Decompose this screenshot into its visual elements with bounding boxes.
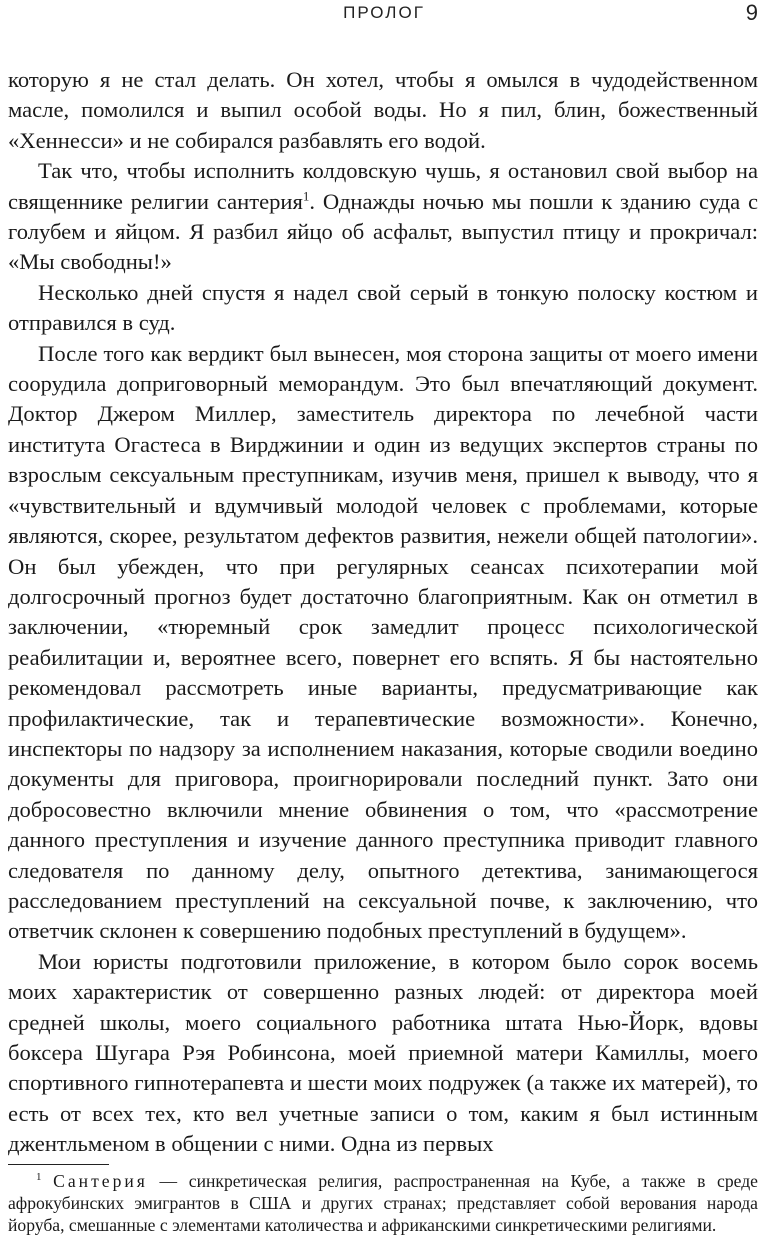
body-text: [8, 65, 758, 1160]
paragraph-4: [8, 339, 758, 947]
paragraph-1: [8, 65, 758, 156]
footnote-reference[interactable]: 1: [302, 188, 310, 204]
paragraph-5: [8, 947, 758, 1160]
paragraph-2: [8, 156, 758, 278]
paragraph-text: Несколько дней спустя я надел свой серый в тонкую полоску костюм и отправился в суд.: [8, 279, 758, 336]
footnote-text: — синкретическая религия, распространенная на Кубе, а также в среде афрокубинских эмигрантов в США и других странах; представляет собой верования народа йоруба, смешанные с элементами католичества и африканскими синкретическими религиями.: [8, 1171, 758, 1235]
page-number: 9: [745, 0, 758, 25]
footnote-mark: 1: [36, 1171, 42, 1184]
paragraph-text: После того как вердикт был вынесен, моя сторона защиты от моего имени соорудила доприговорный меморандум. Это был впечатляющий документ. Доктор Джером Миллер, заместитель директора по лечебной части института Огастеса в Вирджинии и один из ведущих экспертов страны по взрослым сексуальным преступникам, изучив меня, пришел к выводу, что я «чувствительный и вдумчивый молодой человек с проблемами, которые являются, скорее, результатом дефектов развития, нежели общей патологии». Он был убежден, что при регулярных сеансах психотерапии мой долгосрочный прогноз будет достаточно благоприятным. Как он отметил в заключении, «тюремный срок замедлит процесс психологической реабилитации и, вероятнее всего, повернет его вспять. Я бы настоятельно рекомендовал рассмотреть иные варианты, предусматривающие как профилактические, так и терапевтические возможности». Конечно, инспекторы по надзору за исполнением наказания, которые сводили воедино документы для приговора, проигнорировали последний пункт. Зато они добросовестно включили мнение обвинения о том, что «рассмотрение данного преступления и изучение данного преступника приводит главного следователя по данному делу, опытного детектива, занимающегося расследованием преступлений на сексуальной почве, к заключению, что ответчик склонен к совершению подобных преступлений в будущем».: [8, 340, 758, 944]
footnote-1: [8, 1170, 758, 1236]
paragraph-text: Мои юристы подготовили приложение, в котором было сорок восемь моих характеристик от совершенно разных людей: от директора моей средней школы, моего социального работника штата Нью-Йорк, вдовы боксера Шугара Рэя Робинсона, моей приемной матери Камиллы, моего спортивного гипнотерапевта и шести моих подружек (а также их матерей), то есть от всех тех, кто вел учетные записи о том, каким я был истинным джентльменом в общении с ними. Одна из первых: [8, 948, 758, 1157]
footnote-divider: [8, 1164, 109, 1165]
paragraph-3: [8, 278, 758, 339]
chapter-title: ПРОЛОГ: [343, 3, 425, 22]
running-head: [0, 0, 768, 30]
footnote-term: Сантерия: [53, 1171, 148, 1191]
paragraph-text: Так что, чтобы исполнить колдовскую чушь, я остановил свой выбор на священнике религии сантерия: [8, 158, 758, 214]
paragraph-text: которую я не стал делать. Он хотел, чтобы я омылся в чудодейственном масле, помолился и выпил особой воды. Но я пил, блин, божественный «Хеннесси» и не собирался разбавлять его водой.: [8, 67, 758, 153]
paragraph-text-continued: . Однажды ночью мы пошли к зданию суда с голубем и яйцом. Я разбил яйцо об асфальт, выпустил птицу и прокричал: «Мы свободны!»: [8, 188, 758, 275]
footnotes: [8, 1170, 758, 1236]
